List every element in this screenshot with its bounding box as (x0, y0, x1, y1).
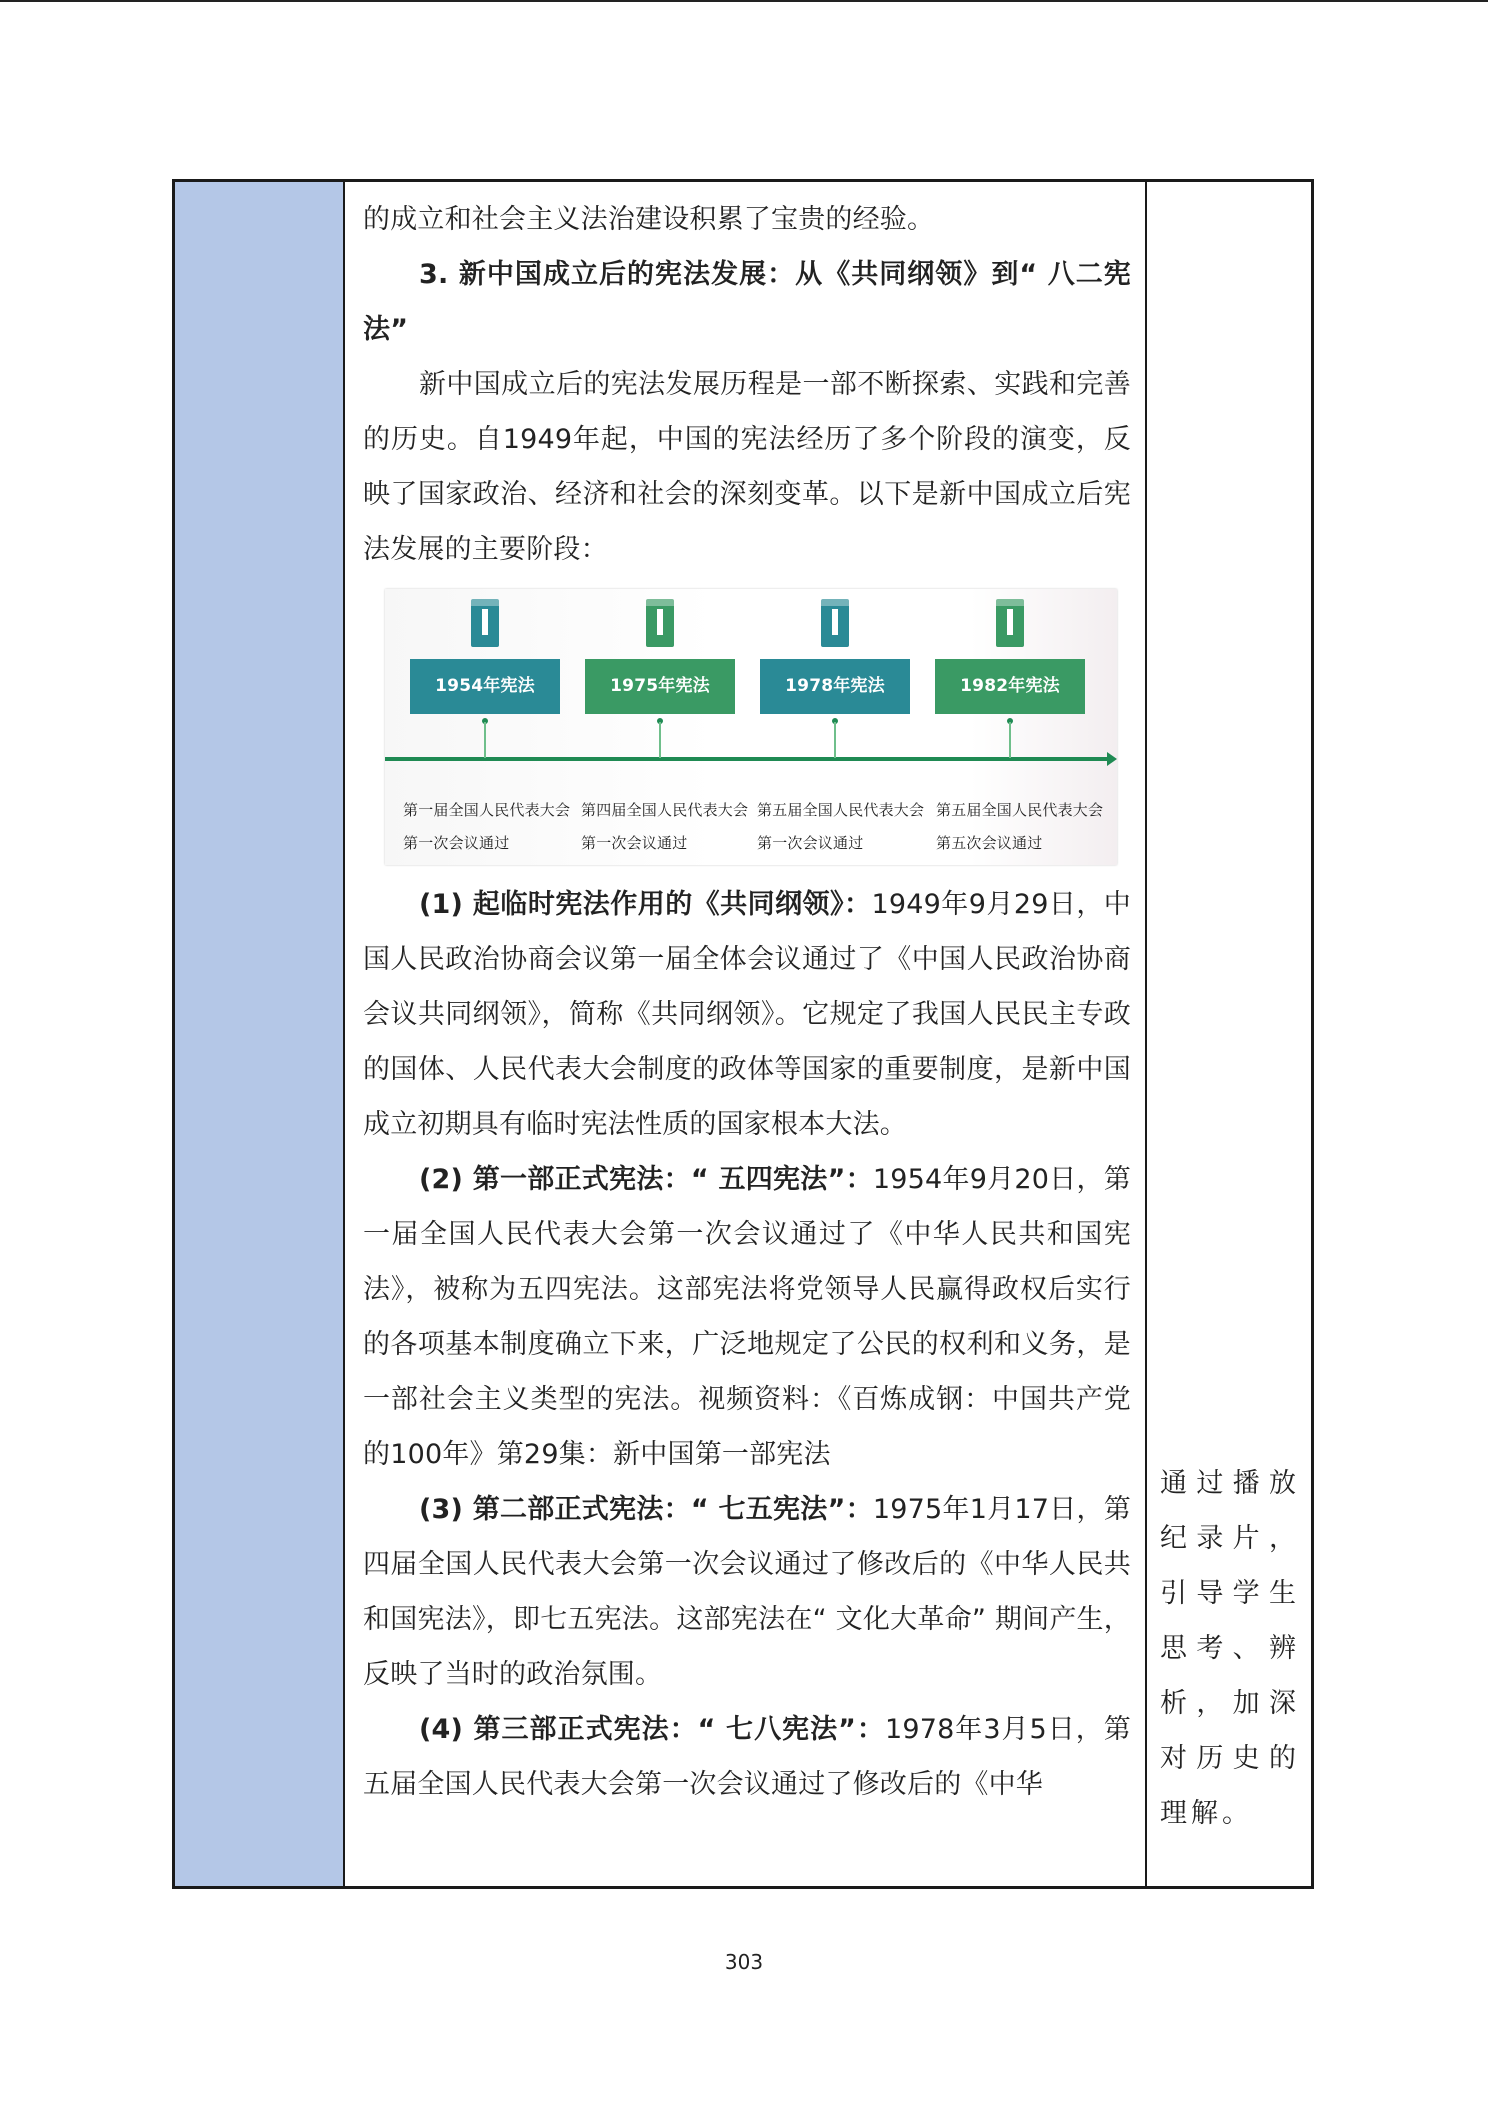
section-1 (363, 877, 1131, 1152)
section-label-column (175, 182, 345, 1886)
timeline-caption-1975: 第四届全国人民代表大会 第一次会议通过 (581, 801, 749, 852)
timeline-stem (1009, 722, 1011, 758)
section-3-title: (3) 第二部正式宪法：“ 七五宪法”： (419, 1494, 873, 1525)
paragraph-continuation: 的成立和社会主义法治建设积累了宝贵的经验。 (363, 204, 935, 235)
section-heading-3: 3. 新中国成立后的宪法发展：从《共同纲领》到“ 八二宪法” (363, 259, 1131, 345)
timeline-axis (385, 757, 1113, 761)
section-1-text: 1949年9月29日，中国人民政治协商会议第一届全体会议通过了《中国人民政治协商会议共同纲领》，简称《共同纲领》。它规定了我国人民民主专政的国体、人民代表大会制度的政体等国家的重要制度，是新中国成立初期具有临时宪法性质的国家根本大法。 (363, 889, 1131, 1140)
section-3 (363, 1482, 1131, 1702)
timeline-stem (484, 722, 486, 758)
section-2-text: 1954年9月20日，第一届全国人民代表大会第一次会议通过了《中华人民共和国宪法》，被称为五四宪法。这部宪法将党领导人民赢得政权后实行的各项基本制度确立下来，广泛地规定了公民的权利和义务，是一部社会主义类型的宪法。视频资料：《百炼成钢：中国共产党的100年》第29集：新中国第一部宪法 (363, 1164, 1131, 1470)
book-icon (646, 599, 674, 647)
timeline-arrow-icon (1107, 752, 1117, 766)
timeline-caption-1982: 第五届全国人民代表大会 第五次会议通过 (936, 801, 1104, 852)
section-4-title: (4) 第三部正式宪法：“ 七八宪法”： (419, 1714, 885, 1745)
section-2 (363, 1152, 1131, 1482)
timeline-label-1954: 1954年宪法 (410, 659, 560, 714)
section-4-text: 1978年3月5日，第五届全国人民代表大会第一次会议通过了修改后的《中华 (363, 1714, 1131, 1800)
page-top-border (0, 0, 1488, 2)
paragraph-intro: 新中国成立后的宪法发展历程是一部不断探索、实践和完善的历史。自1949年起，中国的宪法经历了多个阶段的演变，反映了国家政治、经济和社会的深刻变革。以下是新中国成立后宪法发展的主要阶段： (363, 369, 1131, 565)
timeline-caption-1954: 第一届全国人民代表大会 第一次会议通过 (403, 801, 571, 852)
page-number: 303 (724, 1950, 764, 1974)
section-4 (363, 1702, 1131, 1812)
book-icon (471, 599, 499, 647)
constitution-timeline-figure (385, 589, 1117, 865)
section-1-title: (1) 起临时宪法作用的《共同纲领》： (419, 889, 872, 920)
section-2-title: (2) 第一部正式宪法：“ 五四宪法”： (419, 1164, 873, 1195)
timeline-label-1978: 1978年宪法 (760, 659, 910, 714)
lesson-table (172, 179, 1314, 1889)
timeline-stem (659, 722, 661, 758)
design-intent-note: 通过播放纪录片，引导学生思考、辨析，加深对历史的理解。 (1160, 1468, 1300, 1829)
timeline-stem (834, 722, 836, 758)
timeline-caption-1978: 第五届全国人民代表大会 第一次会议通过 (757, 801, 925, 852)
lesson-content (363, 182, 1131, 1812)
timeline-label-1975: 1975年宪法 (585, 659, 735, 714)
section-3-text: 1975年1月17日，第四届全国人民代表大会第一次会议通过了修改后的《中华人民共和国宪法》，即七五宪法。这部宪法在“ 文化大革命” 期间产生，反映了当时的政治氛围。 (363, 1494, 1131, 1690)
book-icon (821, 599, 849, 647)
timeline-label-1982: 1982年宪法 (935, 659, 1085, 714)
book-icon (996, 599, 1024, 647)
